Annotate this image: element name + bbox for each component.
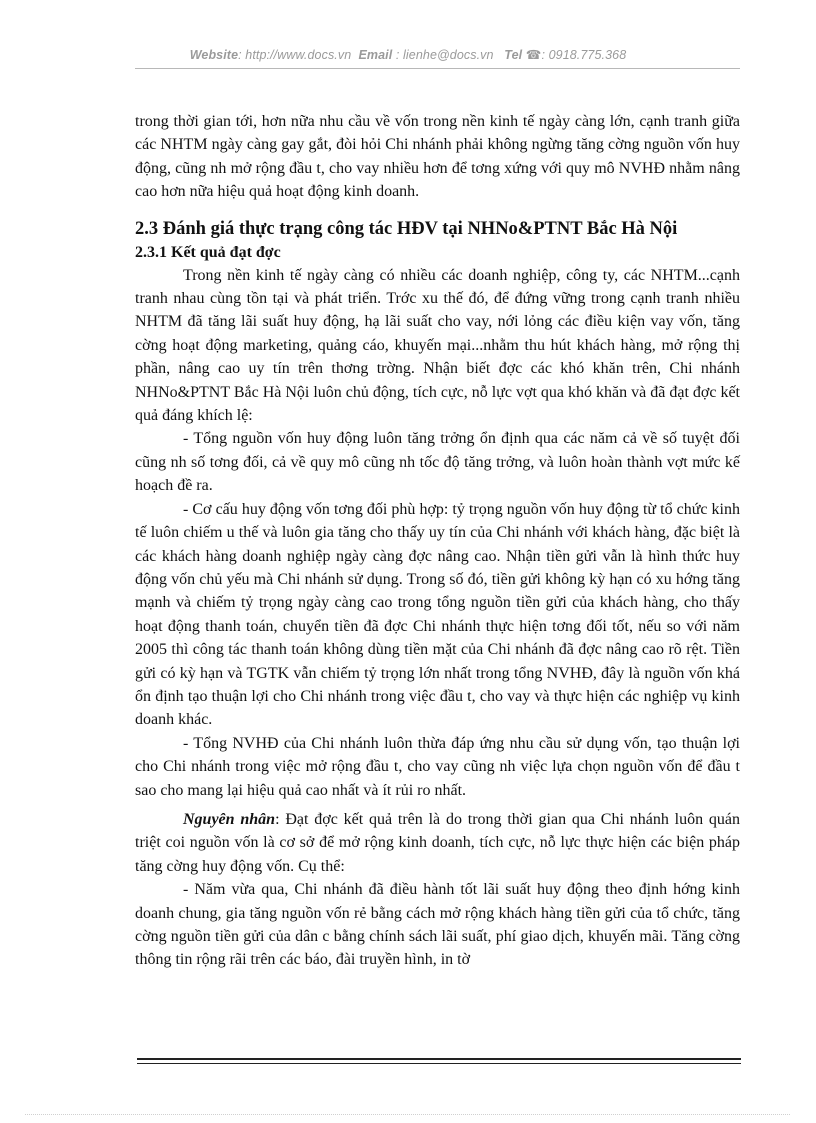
tel-label: Tel bbox=[504, 48, 523, 62]
website-value: : http://www.docs.vn bbox=[238, 48, 352, 62]
footer-divider bbox=[137, 1058, 741, 1064]
body-paragraph: - Tổng NVHĐ của Chi nhánh luôn thừa đáp ứng nhu cầu sử dụng vốn, tạo thuận lợi cho Chi nhánh trong việc mở rộng đầu t, cho vay cũng nh việc lựa chọn nguồn vốn để đầu t sao cho mang lại hiệu quả cao nhất và ít rủi ro nhất. bbox=[135, 734, 740, 799]
body-paragraph: Trong nền kinh tế ngày càng có nhiều các doanh nghiệp, công ty, các NHTM...cạnh tranh nhau cùng tồn tại và phát triển. Trớc xu thế đó, để đứng vững trong cạnh tranh nhiều NHTM đã tăng lãi suất huy động, hạ lãi suất cho vay, nới lỏng các điều kiện vay vốn, tăng cờng hoạt động marketing, quảng cáo, khuyến mại...nhằm thu hút khách hàng, mở rộng thị phần, nâng cao uy tín trên thơng trờng. Nhận biết đợc các khó khăn trên, Chi nhánh NHNo&PTNT Bắc Hà Nội luôn chủ động, tích cực, nỗ lực vợt qua khó khăn và đã đạt đợc kết quả đáng khích lệ: bbox=[135, 266, 740, 425]
page-header bbox=[0, 47, 816, 62]
body-paragraph: - Cơ cấu huy động vốn tơng đối phù hợp: tỷ trọng nguồn vốn huy động từ tổ chức kinh tế luôn chiếm u thế và luôn gia tăng cho thấy uy tín của Chi nhánh với khách hàng, đặc biệt là các khách hàng doanh nghiệp ngày càng đợc nâng cao. Nhận tiền gửi vẫn là hình thức huy động vốn chủ yếu mà Chi nhánh sử dụng. Trong số đó, tiền gửi không kỳ hạn có xu hớng tăng mạnh và chiếm tỷ trọng ngày càng cao trong tổng nguồn tiền gửi của khách hàng, cho thấy hoạt động thanh toán, chuyển tiền đã đợc Chi nhánh thực hiện tơng đối tốt, nếu so với năm 2005 thì công tác thanh toán không dùng tiền mặt của Chi nhánh đã đợc nâng cao rõ rệt. Tiền gửi có kỳ hạn và TGTK vẫn chiếm tỷ trọng lớn nhất trong tổng NVHĐ, đây là nguồn vốn khá ổn định tạo thuận lợi cho Chi nhánh trong việc đầu t, cho vay và thực hiện các nghiệp vụ kinh doanh khác. bbox=[135, 500, 740, 729]
body-paragraph: - Năm vừa qua, Chi nhánh đã điều hành tốt lãi suất huy động theo định hớng kinh doanh chung, gia tăng nguồn vốn rẻ bằng cách mở rộng khách hàng tiền gửi của tổ chức, tăng cờng nguồn tiền gửi của dân c bằng chính sách lãi suất, phí giao dịch, khuyến mãi. Tăng cờng thông tin rộng rãi trên các báo, đài truyền hình, in tờ bbox=[135, 881, 740, 969]
email-label: Email bbox=[358, 48, 393, 62]
cause-text: : Đạt đợc kết quả trên là do trong thời gian qua Chi nhánh luôn quán triệt coi nguồn vốn là cơ sở để mở rộng kinh doanh, tích cực, nỗ lực thực hiện các biện pháp tăng cờng huy động vốn. Cụ thể: bbox=[135, 810, 741, 875]
website-label: Website bbox=[189, 48, 239, 62]
email-value: : lienhe@docs.vn bbox=[395, 48, 494, 62]
section-title: 2.3 Đánh giá thực trạng công tác HĐV tại NHNo&PTNT Bắc Hà Nội bbox=[135, 218, 678, 239]
body-paragraph: - Tổng nguồn vốn huy động luôn tăng trởng ổn định qua các năm cả về số tuyệt đối cũng nh số tơng đối, cả về quy mô cũng nh tốc độ tăng trởng, và luôn hoàn thành vợt mức kế hoạch đề ra. bbox=[135, 430, 740, 495]
cause-label: Nguyên nhân bbox=[183, 810, 276, 828]
subsection-title: 2.3.1 Kết quả đạt đợc bbox=[135, 243, 281, 261]
intro-paragraph: trong thời gian tới, hơn nữa nhu cầu về vốn trong nền kinh tế ngày càng lớn, cạnh tranh giữa các NHTM ngày càng gay gắt, đòi hỏi Chi nhánh phải không ngừng tăng cờng nguồn vốn huy động, cũng nh mở rộng đầu t, cho vay nhiều hơn để tơng xứng với quy mô NVHĐ nhằm nâng cao hơn nữa hiệu quả hoạt động kinh doanh. bbox=[135, 113, 740, 201]
cause-paragraph bbox=[135, 808, 740, 878]
page-bottom-border bbox=[25, 1114, 790, 1115]
header-divider bbox=[135, 68, 740, 69]
document-body bbox=[135, 110, 740, 972]
tel-value: ☎: 0918.775.368 bbox=[525, 48, 627, 62]
